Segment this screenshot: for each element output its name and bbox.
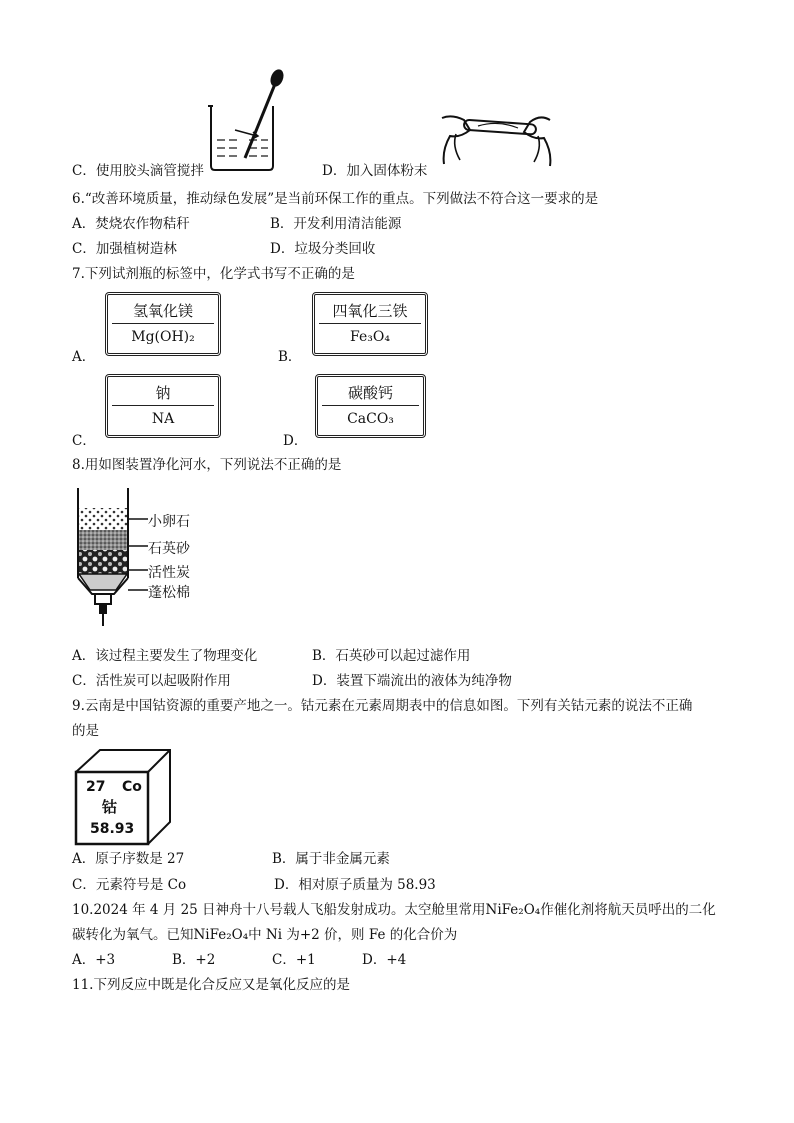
filter-layer-cotton: 蓬松棉 (148, 585, 190, 601)
filter-layer-activated-carbon: 活性炭 (148, 565, 190, 581)
q8-option-b: B．石英砂可以起过滤作用 (312, 648, 471, 664)
filter-label-lines (128, 515, 150, 595)
q9-option-a: A．原子序数是 27 (72, 851, 185, 867)
reagent-label-a (105, 292, 221, 356)
q9-stem-line2: 的是 (72, 723, 99, 739)
q6-option-d: D．垃圾分类回收 (270, 241, 376, 257)
q10-option-c: C．+1 (272, 952, 316, 968)
reagent-formula-c: NA (151, 411, 175, 427)
element-symbol: Co (122, 779, 142, 795)
filter-layer-quartz-sand: 石英砂 (148, 541, 190, 557)
q6-stem: 6.“改善环境质量，推动绿色发展”是当前环保工作的重点。下列做法不符合这一要求的是 (72, 191, 599, 207)
q7-stem: 7.下列试剂瓶的标签中，化学式书写不正确的是 (72, 266, 355, 282)
q7-option-c: C． (72, 433, 96, 449)
q7-option-d: D． (283, 433, 308, 449)
element-name: 钴 (102, 798, 118, 816)
atomic-mass: 58.93 (90, 821, 135, 837)
q10-option-b: B．+2 (172, 952, 216, 968)
q10-stem-line1: 10.2024 年 4 月 25 日神舟十八号载人飞船发射成功。太空舱里常用NiFe₂O₄作催化剂将航天员呼出的二化 (72, 902, 716, 918)
q8-option-d: D．装置下端流出的液体为纯净物 (312, 673, 512, 689)
q9-stem-line1: 9.云南是中国钴资源的重要产地之一。钴元素在元素周期表中的信息如图。下列有关钴元素的说法不正确 (72, 698, 693, 714)
q5-option-d: D．加入固体粉末 (322, 163, 428, 179)
q6-option-a: A．焚烧农作物秸秆 (72, 216, 190, 232)
q6-option-b: B．开发利用清洁能源 (270, 216, 402, 232)
q11-stem: 11.下列反应中既是化合反应又是氧化反应的是 (72, 977, 350, 993)
reagent-name-c: 钠 (112, 381, 214, 406)
element-cube (74, 748, 174, 848)
q8-option-a: A．该过程主要发生了物理变化 (72, 648, 258, 664)
beaker-dropper-figure (205, 68, 295, 173)
q8-stem: 8.用如图装置净化河水，下列说法不正确的是 (72, 457, 342, 473)
q10-option-a: A．+3 (72, 952, 116, 968)
reagent-formula-d: CaCO₃ (347, 411, 394, 427)
q7-option-a: A． (72, 349, 96, 365)
reagent-name-a: 氢氧化镁 (112, 299, 214, 324)
reagent-name-d: 碳酸钙 (322, 381, 419, 406)
reagent-label-d (315, 374, 426, 438)
q10-stem-line2: 碳转化为氧气。已知NiFe₂O₄中 Ni 为+2 价，则 Fe 的化合价为 (72, 927, 458, 943)
q5-option-c: C．使用胶头滴管搅拌 (72, 163, 204, 179)
q9-option-d: D．相对原子质量为 58.93 (274, 877, 436, 893)
q9-option-c: C．元素符号是 Co (72, 877, 187, 893)
reagent-name-b: 四氧化三铁 (319, 299, 421, 324)
q10-option-d: D．+4 (362, 952, 407, 968)
reagent-label-c (105, 374, 221, 438)
filter-layer-pebbles: 小卵石 (148, 514, 190, 530)
q7-option-b: B． (278, 349, 302, 365)
q9-option-b: B．属于非金属元素 (272, 851, 390, 867)
q8-option-c: C．活性炭可以起吸附作用 (72, 673, 231, 689)
q6-option-c: C．加强植树造林 (72, 241, 177, 257)
atomic-number: 27 (86, 779, 106, 795)
reagent-label-b (312, 292, 428, 356)
test-tube-hands-figure (438, 110, 556, 172)
reagent-formula-a: Mg(OH)₂ (131, 329, 195, 345)
reagent-formula-b: Fe₃O₄ (350, 329, 390, 345)
